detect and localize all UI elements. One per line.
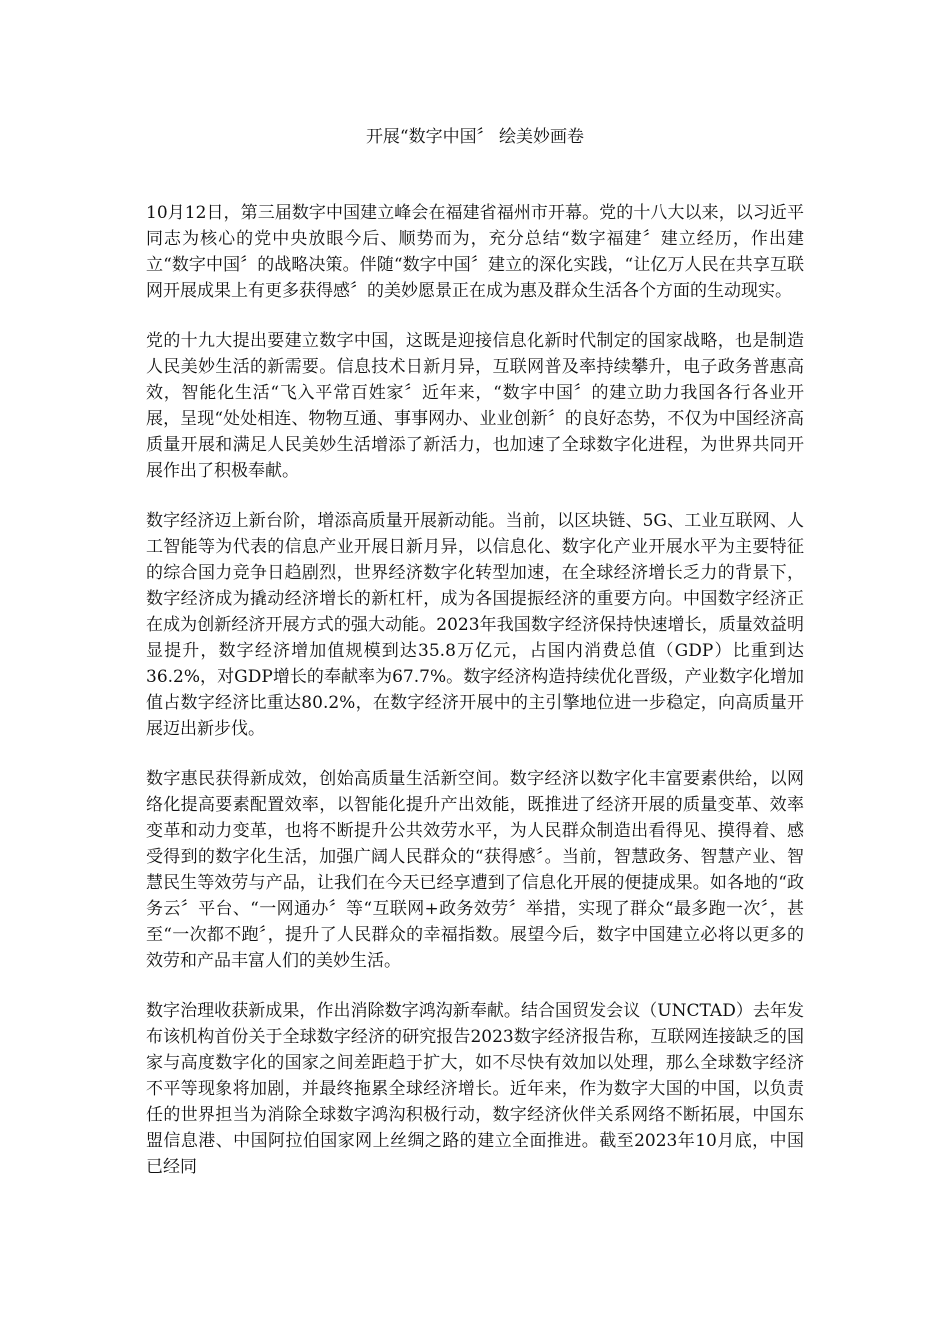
document-body [146, 200, 804, 1204]
paragraph: 数字惠民获得新成效，创始高质量生活新空间。数字经济以数字化丰富要素供给，以网络化提高要素配置效率，以智能化提升产出效能，既推进了经济开展的质量变革、效率变革和动力变革，也将不断提升公共效劳水平，为人民群众制造出看得见、摸得着、感受得到的数字化生活，加强广阔人民群众的“获得感〞。当前，智慧政务、智慧产业、智慧民生等效劳与产品，让我们在今天已经享遭到了信息化开展的便捷成果。如各地的“政务云〞平台、“一网通办〞等“互联网+政务效劳〞举措，实现了群众“最多跑一次〞，甚至“一次都不跑〞，提升了人民群众的幸福指数。展望今后，数字中国建立必将以更多的效劳和产品丰富人们的美妙生活。 [146, 769, 804, 971]
document-title: 开展“数字中国〞 绘美妙画卷 [365, 127, 585, 147]
paragraph: 10月12日，第三届数字中国建立峰会在福建省福州市开幕。党的十八大以来，以习近平同志为核心的党中央放眼今后、顺势而为，充分总结“数字福建〞建立经历，作出建立“数字中国〞的战略决策。伴随“数字中国〞建立的深化实践，“让亿万人民在共享互联网开展成果上有更多获得感〞的美妙愿景正在成为惠及群众生活各个方面的生动现实。 [146, 203, 804, 301]
paragraph: 数字经济迈上新台阶，增添高质量开展新动能。当前，以区块链、5G、工业互联网、人工智能等为代表的信息产业开展日新月异，以信息化、数字化产业开展水平为主要特征的综合国力竞争日趋剧烈，世界经济数字化转型加速，在全球经济增长乏力的背景下，数字经济成为撬动经济增长的新杠杆，成为各国提振经济的重要方向。中国数字经济正在成为创新经济开展方式的强大动能。2023年我国数字经济保持快速增长，质量效益明显提升，数字经济增加值规模到达35.8万亿元，占国内消费总值（GDP）比重到达36.2%，对GDP增长的奉献率为67.7%。数字经济构造持续优化晋级，产业数字化增加值占数字经济比重达80.2%，在数字经济开展中的主引擎地位进一步稳定，向高质量开展迈出新步伐。 [146, 511, 804, 739]
paragraph: 党的十九大提出要建立数字中国，这既是迎接信息化新时代制定的国家战略，也是制造人民美妙生活的新需要。信息技术日新月异，互联网普及率持续攀升，电子政务普惠高效，智能化生活“飞入平常百姓家〞近年来，“数字中国〞的建立助力我国各行各业开展，呈现“处处相连、物物互通、事事网办、业业创新〞的良好态势，不仅为中国经济高质量开展和满足人民美妙生活增添了新活力，也加速了全球数字化进程，为世界共同开展作出了积极奉献。 [146, 331, 804, 481]
paragraph: 数字治理收获新成果，作出消除数字鸿沟新奉献。结合国贸发会议（UNCTAD）去年发布该机构首份关于全球数字经济的研究报告2023数字经济报告称，互联网连接缺乏的国家与高度数字化的国家之间差距趋于扩大，如不尽快有效加以处理，那么全球数字经济不平等现象将加剧，并最终拖累全球经济增长。近年来，作为数字大国的中国，以负责任的世界担当为消除全球数字鸿沟积极行动，数字经济伙伴关系网络不断拓展，中国东盟信息港、中国阿拉伯国家网上丝绸之路的建立全面推进。截至2023年10月底，中国已经同 [146, 1001, 804, 1177]
